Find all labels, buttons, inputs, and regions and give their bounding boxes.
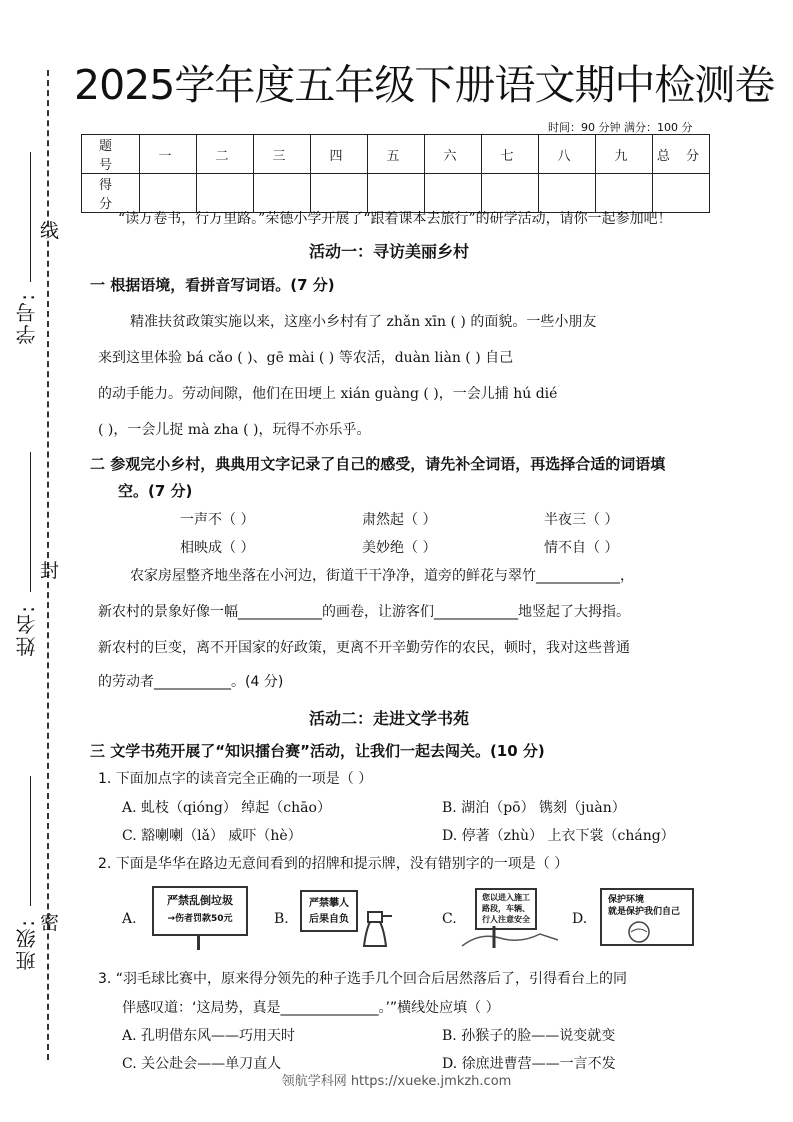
binding-line-char: 线	[40, 220, 60, 242]
item2-stem: 2. 下面是华华在路边无意间看到的招牌和提示牌，没有错别字的一项是（ ）	[98, 856, 569, 872]
score-input-cell[interactable]	[140, 174, 197, 213]
sign-b-text: 严禁攀人	[309, 898, 349, 909]
sign-b-subtext: 后果自负	[309, 914, 349, 925]
item2-option-a-label[interactable]: A.	[122, 911, 137, 927]
sign-c-line: 行人注意安全	[482, 915, 530, 924]
question2-passage: 农家房屋整齐地坐落在小河边，街道干干净净，道旁的鲜花与翠竹____________，	[130, 568, 634, 584]
exam-meta: 时间：90 分钟 满分：100 分	[548, 121, 693, 134]
score-table-header-row	[82, 135, 710, 174]
question1-line: 精准扶贫政策实施以来，这座小乡村有了 zhǎn xīn ( ) 的面貌。一些小朋友	[130, 314, 597, 330]
question2-heading: 二 参观完小乡村，典典用文字记录了自己的感受，请先补全词语，再选择合适的词语填	[90, 455, 666, 473]
binding-seal-char: 封	[40, 560, 60, 582]
item3-option-b[interactable]: B. 孙猴子的脸——说变就变	[442, 1028, 616, 1044]
idiom-blank[interactable]: 半夜三（ ）	[544, 512, 619, 528]
student-id-label: 学号:	[15, 292, 39, 345]
sign-c-line: 您以进入施工	[482, 893, 530, 902]
sign-c-line: 路段，车辆、	[482, 904, 530, 913]
score-cell: 一	[140, 135, 197, 174]
idiom-blank[interactable]: 一声不（ ）	[180, 512, 255, 528]
item3-option-d[interactable]: D. 徐庶进曹营——一言不发	[442, 1056, 616, 1072]
item1-option-a[interactable]: A. 虬枝（qióng） 绰起（chāo）	[122, 800, 331, 816]
question1-line: 的动手能力。劳动间隙，他们在田埂上 xián guàng ( )，一会儿捕 hú dié	[98, 386, 558, 402]
item2-option-d-label[interactable]: D.	[572, 911, 588, 927]
question2-heading-cont: 空。(7 分)	[118, 482, 193, 500]
score-input-cell[interactable]	[653, 174, 710, 213]
construction-hydrant-icon	[356, 900, 396, 948]
score-cell: 总 分	[653, 135, 710, 174]
question1-line: ( )，一会儿捉 mà zha ( )，玩得不亦乐乎。	[98, 422, 371, 438]
road-landscape-icon	[460, 922, 560, 950]
intro-text: “读万卷书，行万里路。”荣德小学开展了“跟着课本去旅行”的研学活动，请你一起参加吧！	[118, 211, 672, 227]
score-input-cell[interactable]	[254, 174, 311, 213]
item3-option-c[interactable]: C. 关公赴会——单刀直人	[122, 1056, 282, 1072]
question3-heading: 三 文学书苑开展了“知识擂台赛”活动，让我们一起去闯关。(10 分)	[90, 742, 545, 760]
footer-watermark: 领航学科网 https://xueke.jmkzh.com	[281, 1074, 512, 1089]
idiom-blank[interactable]: 相映成（ ）	[180, 540, 255, 556]
class-label: 班级:	[15, 918, 39, 971]
name-blank[interactable]	[30, 452, 31, 592]
score-input-cell[interactable]	[596, 174, 653, 213]
question2-passage: 的劳动者___________。(4 分)	[98, 674, 284, 690]
score-input-cell[interactable]	[197, 174, 254, 213]
sign-a[interactable]	[152, 886, 248, 936]
score-input-cell[interactable]	[539, 174, 596, 213]
question1-heading: 一 根据语境，看拼音写词语。(7 分)	[90, 276, 335, 294]
score-cell: 三	[254, 135, 311, 174]
name-label: 姓名:	[15, 604, 39, 657]
sign-b[interactable]	[300, 890, 358, 932]
item2-option-c-label[interactable]: C.	[442, 911, 457, 927]
score-row-label: 得 分	[82, 174, 140, 213]
score-cell: 八	[539, 135, 596, 174]
item3-stem-cont: 伴感叹道：‘这局势，真是______________。’”横线处应填（ ）	[122, 1000, 500, 1016]
globe-icon	[622, 920, 656, 944]
sign-a-subtext: →伤者罚款50元	[167, 914, 233, 924]
score-cell: 六	[425, 135, 482, 174]
item1-option-b[interactable]: B. 湖泊（pō） 镌刻（juàn）	[442, 800, 626, 816]
idiom-blank[interactable]: 美妙绝（ ）	[362, 540, 437, 556]
score-table-score-row	[82, 174, 710, 213]
score-input-cell[interactable]	[311, 174, 368, 213]
item1-option-c[interactable]: C. 豁喇喇（lǎ） 威吓（hè）	[122, 828, 302, 844]
sign-a-text: 严禁乱倒垃圾	[167, 894, 233, 907]
binding-secret-char: 密	[40, 912, 60, 934]
item3-option-a[interactable]: A. 孔明借东风——巧用天时	[122, 1028, 296, 1044]
score-table	[81, 134, 710, 213]
question2-passage: 新农村的巨变，离不开国家的好政策，更离不开辛勤劳作的农民，顿时，我对这些普通	[98, 640, 630, 656]
item1-stem: 1. 下面加点字的读音完全正确的一项是（ ）	[98, 771, 373, 787]
item3-stem: 3. “羽毛球比赛中，原来得分领先的种子选手几个回合后居然落后了，引得看台上的同	[98, 971, 628, 987]
sign-a-post	[197, 934, 200, 950]
activity2-title: 活动二：走进文学书苑	[309, 709, 470, 728]
score-input-cell[interactable]	[482, 174, 539, 213]
score-cell: 九	[596, 135, 653, 174]
question2-passage: 新农村的景象好像一幅____________的画卷，让游客们____________地竖起了大拇指。	[98, 604, 630, 620]
score-cell: 五	[368, 135, 425, 174]
class-blank[interactable]	[30, 776, 31, 906]
item2-option-b-label[interactable]: B.	[274, 911, 289, 927]
page-title: 2025学年度五年级下册语文期中检测卷	[74, 61, 775, 109]
score-cell: 题 号	[82, 135, 140, 174]
sign-d-line: 就是保护我们自己	[608, 907, 681, 917]
item1-option-d[interactable]: D. 停著（zhù） 上衣下裳（cháng）	[442, 828, 675, 844]
idiom-blank[interactable]: 肃然起（ ）	[362, 512, 437, 528]
sign-d-line: 保护环境	[608, 895, 645, 905]
question1-line: 来到这里体验 bá cǎo ( )、gē mài ( ) 等农活，duàn liàn ( ) 自己	[98, 350, 514, 366]
score-input-cell[interactable]	[368, 174, 425, 213]
score-cell: 七	[482, 135, 539, 174]
activity1-title: 活动一：寻访美丽乡村	[309, 242, 470, 261]
score-input-cell[interactable]	[425, 174, 482, 213]
student-id-blank[interactable]	[30, 152, 31, 282]
idiom-blank[interactable]: 情不自（ ）	[544, 540, 619, 556]
score-cell: 四	[311, 135, 368, 174]
score-cell: 二	[197, 135, 254, 174]
